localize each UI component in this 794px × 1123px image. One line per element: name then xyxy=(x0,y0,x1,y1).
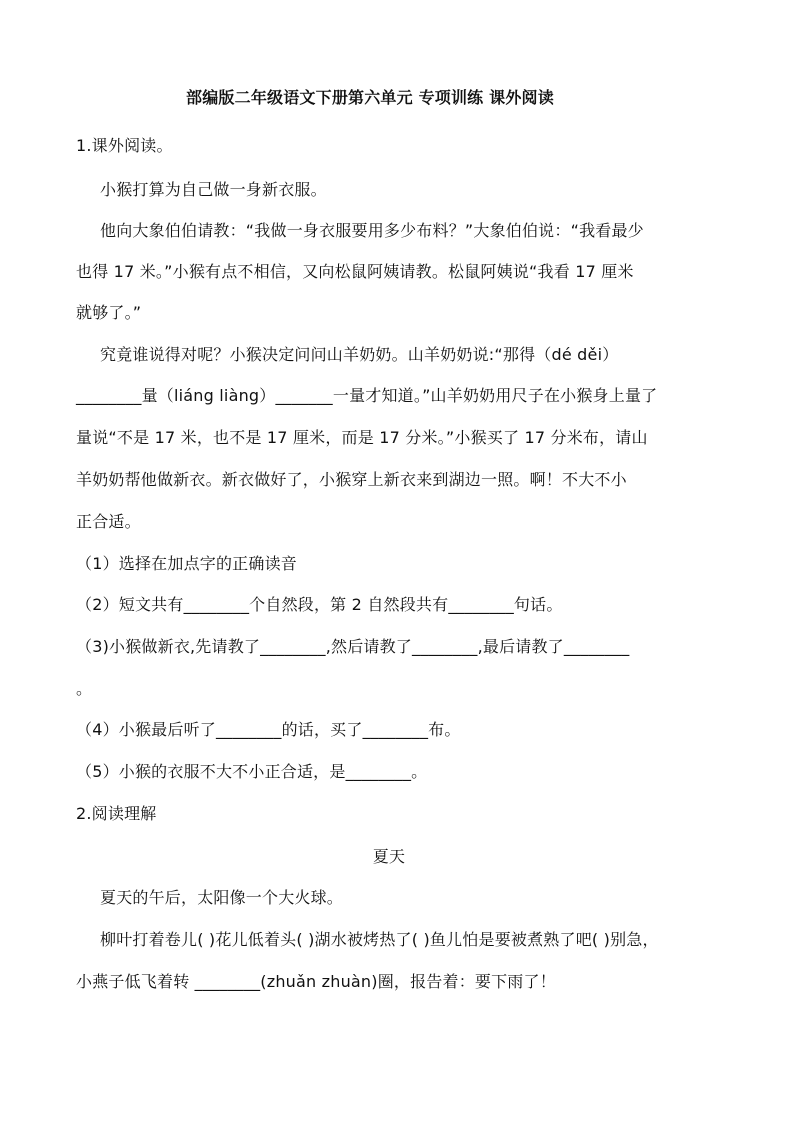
passage-line: 就够了。” xyxy=(76,303,142,322)
question-5: （5）小猴的衣服不大不小正合适，是________。 xyxy=(76,762,428,781)
question-2: （2）短文共有________个自然段，第 2 自然段共有________句话。 xyxy=(76,595,563,614)
page-title: 部编版二年级语文下册第六单元 专项训练 课外阅读 xyxy=(186,88,554,107)
question-3: （3)小猴做新衣,先请教了________,然后请教了________,最后请教了________ xyxy=(76,637,630,656)
passage-line: 究竟谁说得对呢？小猴决定问问山羊奶奶。山羊奶奶说:“那得（dé děi） xyxy=(100,345,619,364)
passage-line: 量说“不是 17 米，也不是 17 厘米，而是 17 分米。”小猴买了 17 分米布，请山 xyxy=(76,428,648,447)
question-4: （4）小猴最后听了________的话，买了________布。 xyxy=(76,720,461,739)
question-1: （1）选择在加点字的正确读音 xyxy=(76,554,297,573)
story-title: 夏天 xyxy=(372,847,406,866)
passage-line: 羊奶奶帮他做新衣。新衣做好了，小猴穿上新衣来到湖边一照。啊！不大不小 xyxy=(76,470,627,489)
section-2-heading: 2.阅读理解 xyxy=(76,804,157,823)
passage-line: 正合适。 xyxy=(76,512,141,531)
passage-line: ________量（liáng liàng）_______一量才知道。”山羊奶奶用尺子在小猴身上量了 xyxy=(76,386,658,405)
question-3-end: 。 xyxy=(76,679,93,698)
passage-line: 他向大象伯伯请教：“我做一身衣服要用多少布料？”大象伯伯说：“我看最少 xyxy=(100,221,644,240)
passage-line: 也得 17 米。”小猴有点不相信，又向松鼠阿姨请教。松鼠阿姨说“我看 17 厘米 xyxy=(76,262,634,281)
story-line: 夏天的午后，太阳像一个大火球。 xyxy=(100,888,344,907)
section-1-heading: 1.课外阅读。 xyxy=(76,136,173,155)
story-line: 小燕子低飞着转 ________(zhuǎn zhuàn)圈，报告着：要下雨了！ xyxy=(76,972,556,991)
passage-line: 小猴打算为自己做一身新衣服。 xyxy=(100,180,327,199)
story-line: 柳叶打着卷儿( )花儿低着头( )湖水被烤热了( )鱼儿怕是要被煮熟了吧( )别急， xyxy=(100,930,659,949)
